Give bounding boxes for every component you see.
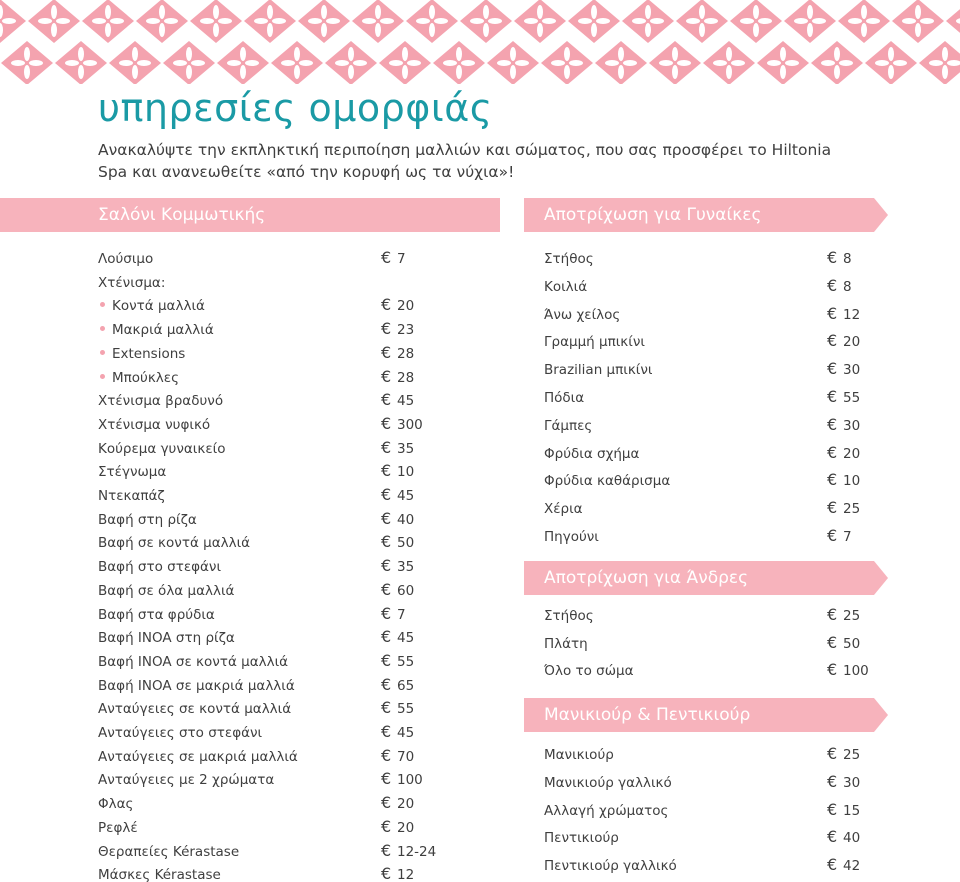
intro-text: Ανακαλύψτε την εκπληκτική περιποίηση μαλλιών και σώματος, που σας προσφέρει το Hiltonia Spa και ανανεωθείτε «από την κορυφή ως τα νύχια»!: [98, 141, 832, 181]
service-price: [381, 603, 406, 623]
service-name: [98, 749, 298, 765]
service-label: Όλο το σώμα: [544, 663, 634, 679]
pattern-tile: [865, 41, 917, 84]
service-name: [544, 251, 594, 267]
euro-icon: €: [381, 390, 392, 410]
price-value: 65: [397, 677, 415, 694]
service-price: [381, 485, 415, 504]
service-name: [544, 446, 639, 462]
service-label: Πεντικιούρ γαλλικό: [544, 858, 677, 875]
pattern-tile: [568, 0, 620, 43]
euro-icon: €: [827, 387, 838, 406]
euro-icon: €: [827, 771, 838, 791]
service-label: Λούσιμο: [98, 251, 154, 267]
service-price: [381, 390, 415, 410]
service-name: [98, 251, 153, 267]
service-label: Μανικιούρ: [544, 747, 614, 763]
euro-icon: €: [827, 632, 838, 652]
euro-icon: €: [381, 579, 392, 599]
euro-icon: €: [381, 248, 392, 267]
service-name: [98, 701, 291, 717]
service-price: [381, 366, 415, 386]
pattern-tile: [622, 0, 674, 43]
euro-icon: €: [381, 745, 392, 765]
service-name: [98, 654, 288, 670]
euro-icon: €: [381, 461, 392, 481]
bullet-icon: [100, 350, 105, 355]
euro-icon: €: [381, 840, 392, 860]
price-value: 45: [397, 488, 415, 504]
men-waxing-banner: [524, 561, 874, 595]
price-value: 55: [397, 653, 415, 670]
pattern-tile: [595, 41, 647, 84]
euro-icon: €: [827, 470, 838, 490]
price-value: 12: [843, 306, 861, 323]
price-value: 45: [397, 393, 415, 410]
price-value: 50: [397, 535, 415, 552]
service-name: [98, 772, 274, 788]
pattern-tile: [1, 41, 53, 84]
service-label: Πόδια: [544, 390, 585, 406]
pattern-tile: [28, 0, 80, 43]
price-value: 35: [397, 440, 415, 457]
service-name: [544, 501, 583, 517]
service-label: Φρύδια σχήμα: [544, 445, 640, 462]
pattern-tile: [730, 0, 782, 43]
euro-icon: €: [381, 437, 392, 457]
price-value: 40: [397, 511, 415, 528]
service-price: [381, 627, 415, 647]
service-label: Βαφή INOA σε κοντά μαλλιά: [98, 653, 289, 670]
pattern-tile: [109, 41, 161, 84]
service-price: [827, 660, 869, 679]
service-price: [827, 498, 861, 518]
service-label: Βαφή στη ρίζα: [98, 511, 197, 528]
service-name: [98, 488, 165, 504]
euro-icon: €: [827, 855, 838, 875]
service-name: [544, 334, 645, 350]
service-label: Βαφή INOA σε μακριά μαλλιά: [98, 677, 295, 694]
service-name: [100, 346, 185, 362]
banner-arrow-icon: [874, 561, 888, 595]
pattern-tile: [136, 0, 188, 43]
service-name: [544, 362, 652, 378]
euro-icon: €: [827, 605, 838, 624]
service-label: Μανικιούρ γαλλικό: [544, 774, 672, 791]
service-price: [381, 745, 415, 765]
service-price: [381, 722, 415, 741]
price-value: 42: [843, 858, 861, 875]
service-label: Ανταύγειες στο στεφάνι: [98, 725, 263, 741]
pattern-tile: [298, 0, 350, 43]
price-value: 25: [843, 501, 861, 518]
price-value: 7: [397, 251, 406, 267]
pattern-tile: [271, 41, 323, 84]
euro-icon: €: [827, 275, 838, 295]
service-name: [98, 441, 225, 457]
pattern-tile: [406, 0, 458, 43]
euro-icon: €: [381, 295, 392, 315]
pattern-tile: [0, 0, 26, 43]
pattern-tile: [55, 41, 107, 84]
euro-icon: €: [827, 498, 838, 518]
service-label: Χτένισμα βραδυνό: [98, 393, 224, 410]
service-name: [544, 418, 592, 434]
service-name: [98, 678, 295, 694]
euro-icon: €: [381, 722, 392, 741]
price-value: 55: [397, 701, 415, 718]
price-value: 45: [397, 725, 415, 741]
service-price: [827, 303, 861, 323]
pattern-tile: [946, 0, 960, 43]
pattern-tile: [649, 41, 701, 84]
service-label: Χτένισμα:: [98, 274, 166, 291]
service-label: Γάμπες: [544, 417, 593, 434]
pattern-tile: [811, 41, 863, 84]
service-label: Στήθος: [544, 251, 594, 267]
euro-icon: €: [381, 627, 392, 647]
men-waxing-heading: Αποτρίχωση για Άνδρες: [544, 568, 749, 588]
pattern-tile: [757, 41, 809, 84]
service-label: Βαφή σε όλα μαλλιά: [98, 582, 235, 599]
price-value: 20: [843, 445, 861, 462]
pattern-tile: [892, 0, 944, 43]
euro-icon: €: [827, 744, 838, 763]
euro-icon: €: [827, 331, 838, 351]
pattern-tile: [919, 41, 960, 84]
service-price: [381, 295, 415, 315]
pattern-tile: [379, 41, 431, 84]
service-label: Χέρια: [544, 501, 583, 518]
service-name: [544, 307, 620, 323]
service-price: [827, 771, 861, 791]
service-label: Αλλαγή χρώματος: [544, 802, 669, 819]
price-value: 28: [397, 345, 415, 362]
euro-icon: €: [827, 414, 838, 434]
service-price: [827, 855, 861, 875]
euro-icon: €: [827, 248, 838, 267]
price-value: 25: [843, 608, 861, 624]
euro-icon: €: [827, 303, 838, 323]
price-value: 8: [843, 251, 852, 267]
service-price: [827, 248, 852, 267]
service-price: [381, 769, 423, 789]
service-price: [827, 442, 861, 462]
service-label: Βαφή στο στεφάνι: [98, 559, 222, 576]
service-label: Ρεφλέ: [98, 819, 138, 836]
service-label: Κοντά μαλλιά: [112, 298, 205, 315]
service-price: [381, 342, 415, 362]
pattern-tile: [433, 41, 485, 84]
service-label: Θεραπείες Kérastase: [98, 843, 240, 860]
pattern-tile: [352, 0, 404, 43]
service-name: [544, 473, 670, 489]
euro-icon: €: [827, 799, 838, 819]
service-label: Ντεκαπάζ: [98, 488, 165, 504]
service-price: [381, 674, 415, 694]
price-value: 30: [843, 417, 861, 434]
price-value: 15: [843, 802, 861, 819]
hair-salon-heading: Σαλόνι Κομμωτικής: [98, 205, 266, 225]
service-price: [827, 331, 861, 351]
service-name: [98, 725, 262, 741]
service-price: [827, 605, 861, 624]
service-price: [827, 526, 852, 545]
pattern-tile: [460, 0, 512, 43]
service-price: [381, 437, 415, 457]
euro-icon: €: [381, 485, 392, 504]
price-value: 40: [843, 830, 861, 847]
service-label: Μπούκλες: [112, 369, 180, 386]
pattern-tile: [190, 0, 242, 43]
service-name: [98, 796, 133, 812]
service-name: [98, 867, 221, 882]
price-value: 35: [397, 559, 415, 576]
service-name: [544, 858, 677, 874]
price-value: 100: [843, 663, 869, 679]
service-price: [827, 744, 861, 763]
service-label: Στέγνωμα: [98, 464, 167, 481]
service-price: [381, 556, 415, 576]
service-label: Μακριά μαλλιά: [112, 322, 214, 339]
price-value: 23: [397, 322, 415, 339]
service-name: [544, 529, 599, 545]
service-label: Κοιλιά: [544, 278, 588, 295]
service-price: [827, 799, 861, 819]
service-label: Φλας: [98, 796, 134, 813]
service-label: Βαφή στα φρύδια: [98, 606, 215, 623]
price-value: 30: [843, 362, 861, 379]
service-label: Μάσκες Kérastase: [98, 867, 221, 882]
pattern-tile: [514, 0, 566, 43]
price-value: 10: [397, 464, 415, 481]
service-price: [381, 840, 437, 860]
euro-icon: €: [827, 359, 838, 379]
bullet-icon: [100, 302, 105, 307]
service-price: [381, 461, 415, 481]
euro-icon: €: [381, 864, 392, 882]
price-value: 55: [843, 390, 861, 406]
service-price: [381, 319, 415, 339]
service-price: [381, 650, 415, 670]
banner-arrow-icon: [874, 198, 888, 232]
bullet-icon: [100, 374, 105, 379]
service-price: [827, 359, 861, 379]
euro-icon: €: [381, 698, 392, 718]
pattern-tile: [676, 0, 728, 43]
price-value: 20: [843, 334, 861, 351]
service-label: Ανταύγειες σε μακριά μαλλιά: [98, 748, 298, 765]
service-name: [98, 535, 250, 551]
service-price: [827, 827, 861, 847]
euro-icon: €: [381, 816, 392, 836]
price-value: 20: [397, 298, 415, 315]
service-name: [98, 583, 234, 599]
price-value: 20: [397, 796, 415, 813]
service-name: [100, 370, 179, 386]
service-label: Χτένισμα νυφικό: [98, 416, 211, 433]
service-price: [827, 275, 852, 295]
price-value: 12-24: [397, 843, 437, 860]
service-label: Στήθος: [544, 608, 594, 624]
price-value: 45: [397, 630, 415, 647]
service-name: [100, 298, 205, 314]
service-label: Πλάτη: [544, 635, 588, 652]
price-value: 50: [843, 635, 861, 652]
price-value: 25: [843, 747, 861, 763]
service-name: [98, 820, 138, 836]
euro-icon: €: [827, 660, 838, 679]
women-waxing-heading: Αποτρίχωση για Γυναίκες: [544, 205, 762, 225]
women-waxing-banner: [524, 198, 874, 232]
service-name: [98, 844, 239, 860]
euro-icon: €: [381, 793, 392, 813]
service-price: [381, 579, 415, 599]
pattern-tile: [325, 41, 377, 84]
service-price: [827, 414, 861, 434]
price-value: 60: [397, 582, 415, 599]
service-label: Βαφή σε κοντά μαλλιά: [98, 535, 251, 552]
service-price: [381, 508, 415, 528]
pattern-tile: [244, 0, 296, 43]
euro-icon: €: [827, 526, 838, 545]
service-label: Brazilian μπικίνι: [544, 362, 653, 379]
service-name: [544, 803, 668, 819]
service-name: [98, 512, 197, 528]
price-value: 300: [397, 416, 423, 433]
hair-salon-banner: [0, 198, 500, 232]
service-name: [544, 747, 614, 763]
euro-icon: €: [827, 827, 838, 847]
price-value: 8: [843, 278, 852, 295]
service-price: [827, 470, 861, 490]
service-price: [381, 816, 415, 836]
price-value: 70: [397, 748, 415, 765]
euro-icon: €: [381, 674, 392, 694]
pattern-tile: [838, 0, 890, 43]
service-name: [544, 608, 594, 624]
euro-icon: €: [381, 769, 392, 789]
pattern-tile: [541, 41, 593, 84]
bullet-icon: [100, 326, 105, 331]
service-name: [544, 279, 587, 295]
service-name: [544, 775, 672, 791]
service-price: [381, 532, 415, 552]
pattern-tile: [703, 41, 755, 84]
price-value: 10: [843, 473, 861, 490]
service-name: [100, 322, 214, 338]
euro-icon: €: [827, 442, 838, 462]
euro-icon: €: [381, 650, 392, 670]
decorative-pattern: [0, 0, 960, 84]
euro-icon: €: [381, 413, 392, 433]
price-value: 7: [843, 529, 852, 545]
pattern-tile: [487, 41, 539, 84]
service-price: [827, 387, 861, 406]
euro-icon: €: [381, 556, 392, 576]
service-label: Ανταύγειες σε κοντά μαλλιά: [98, 701, 292, 718]
price-value: 30: [843, 774, 861, 791]
service-name: [544, 830, 619, 846]
service-label: Κούρεμα γυναικείο: [98, 440, 226, 457]
service-name: [98, 559, 221, 575]
euro-icon: €: [381, 603, 392, 623]
service-label: Πηγούνι: [544, 529, 599, 545]
pattern-tile: [784, 0, 836, 43]
manicure-heading: Μανικιούρ & Πεντικιούρ: [544, 705, 751, 725]
euro-icon: €: [381, 342, 392, 362]
service-name: [98, 630, 235, 646]
service-price: [381, 864, 415, 882]
service-name: [544, 390, 584, 406]
service-price: [381, 793, 415, 813]
service-name: [98, 464, 166, 480]
service-label: Φρύδια καθάρισμα: [544, 473, 671, 490]
service-name: [544, 663, 634, 679]
service-price: [381, 698, 415, 718]
service-label: Extensions: [112, 345, 186, 362]
service-name: [544, 636, 588, 652]
service-name: [98, 393, 223, 409]
service-price: [381, 248, 406, 267]
euro-icon: €: [381, 319, 392, 339]
pattern-tile: [82, 0, 134, 43]
pattern-tile: [163, 41, 215, 84]
service-label: Βαφή INOA στη ρίζα: [98, 630, 235, 647]
manicure-banner: [524, 698, 874, 732]
euro-icon: €: [381, 508, 392, 528]
service-label: Πεντικιούρ: [544, 830, 619, 847]
banner-arrow-icon: [874, 698, 888, 732]
price-value: 7: [397, 606, 406, 623]
price-value: 100: [397, 772, 423, 789]
service-name: [98, 607, 215, 623]
service-name: [98, 417, 210, 433]
euro-icon: €: [381, 532, 392, 552]
price-value: 20: [397, 819, 415, 836]
service-label: Ανταύγειες με 2 χρώματα: [98, 772, 275, 789]
service-price: [381, 413, 423, 433]
service-price: [827, 632, 861, 652]
service-label: Άνω χείλος: [544, 306, 621, 323]
service-name: [98, 275, 165, 291]
price-value: 28: [397, 369, 415, 386]
page-title: υπηρεσίες ομορφιάς: [98, 86, 493, 130]
price-value: 12: [397, 867, 415, 882]
euro-icon: €: [381, 366, 392, 386]
pattern-tile: [217, 41, 269, 84]
service-label: Γραμμή μπικίνι: [544, 334, 645, 351]
